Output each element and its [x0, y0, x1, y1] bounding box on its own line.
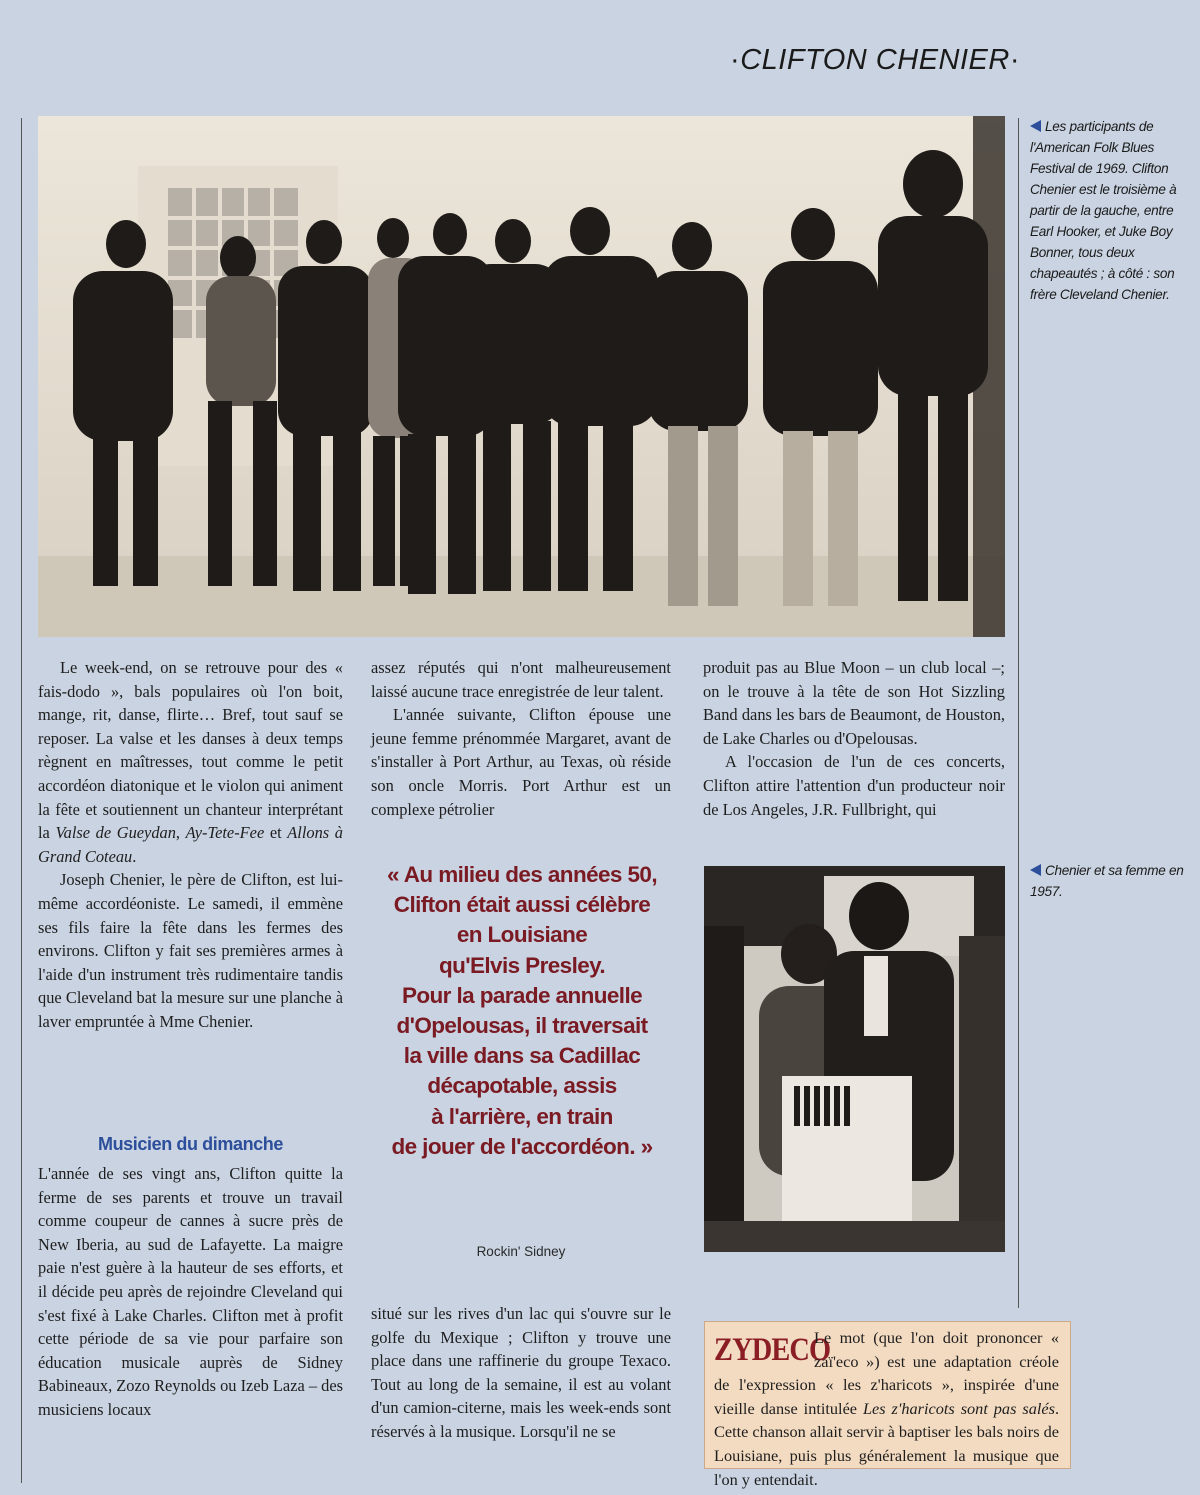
section-subheading: Musicien du dimanche: [97, 1134, 284, 1154]
body-column-2: [371, 656, 671, 821]
festival-group-photo: [38, 116, 1005, 637]
paragraph: L'année suivante, Clifton épouse une jeune femme prénommée Margaret, avant de s'installer à Port Arthur, au Texas, où réside son oncle Morris. Port Arthur est un complexe pétrolier: [371, 705, 671, 819]
quote-line: d'Opelousas, il traversait: [396, 1013, 648, 1039]
column-rule-right: [1018, 118, 1019, 1308]
paragraph: Le mot (que l'on doit prononcer « zaï'eco ») est une adaptation créole de l'expression « les z'haricots », inspirée d'une vieille danse intitulée Les z'haricots sont pas salés. Cette chanson allait servir à baptiser les bals noirs de Louisiane, puis plus généralement la musique que l'on y entendait.: [714, 1328, 1060, 1489]
body-column-2-continued: [371, 1302, 671, 1444]
pointer-left-icon: [1030, 864, 1041, 876]
paragraph: L'année de ses vingt ans, Clifton quitte la ferme de ses parents et trouve un travail comme coupeur de cannes à sucre près de New Iberia, au sud de Lafayette. La maigre paie n'est guère à la hauteur de ses efforts, et il décide peu après de rejoindre Cleveland qui s'est fixé à Lake Charles. Clifton met à profit cette période de sa vie pour parfaire son éducation musicale auprès de Sidney Babineaux, Zozo Reynolds ou Izeb Laza – des musiciens locaux: [38, 1164, 343, 1419]
quote-line: Pour la parade annuelle: [401, 982, 643, 1008]
paragraph: A l'occasion de l'un de ces concerts, Clifton attire l'attention d'un producteur noir de Los Angeles, J.R. Fullbright, qui: [703, 752, 1005, 819]
quote-line: qu'Elvis Presley.: [438, 952, 606, 978]
zydeco-text: [714, 1326, 1059, 1491]
quote-line: en Louisiane: [456, 922, 588, 948]
pointer-left-icon: [1030, 120, 1041, 132]
column-rule-left: [21, 118, 22, 1483]
chenier-wife-photo: [704, 866, 1005, 1252]
body-column-1-continued: [38, 1162, 343, 1422]
paragraph: Joseph Chenier, le père de Clifton, est lui-même accordéoniste. Le samedi, il emmène ses fils faire la fête dans les fermes des environs. Clifton y fait ses premières armes à l'aide d'un instrument très rudimentaire tandis que Cleveland bat la mesure sur une planche à laver empruntée à Mme Chenier.: [38, 870, 343, 1031]
zydeco-title: ZYDECO: [714, 1332, 831, 1368]
paragraph: situé sur les rives d'un lac qui s'ouvre sur le golfe du Mexique ; Clifton y trouve une place dans une raffinerie du groupe Texaco. Tout au long de la semaine, il est au volant d'un camion-citerne, mais les week-ends sont réservés à la musique. Lorsqu'il ne se: [371, 1304, 671, 1441]
quote-line: Clifton était aussi célèbre: [393, 892, 651, 918]
photo-caption-top: Les participants de l'American Folk Blues Festival de 1969. Clifton Chenier est le troisième à partir de la gauche, entre Earl Hooker, et Juke Boy Bonner, tous deux chapeautés ; à côté : son frère Cleveland Chenier.: [1030, 119, 1177, 302]
quote-line: à l'arrière, en train: [431, 1103, 613, 1129]
pull-quote: [363, 860, 681, 1162]
photo-caption-inset: Chenier et sa femme en 1957.: [1030, 863, 1184, 899]
body-column-1: [38, 656, 343, 1034]
title-spacer: [714, 1326, 831, 1370]
paragraph: Le week-end, on se retrouve pour des « fais-dodo », bals populaires où l'on boit, mange, rit, danse, flirte… Bref, tout sauf se reposer. La valse et les danses à deux temps règnent en maîtresses, tout comme le petit accordéon diatonique et le violon qui animent la fête et soutiennent un chanteur interprétant la Valse de Gueydan, Ay-Tete-Fee et Allons à Grand Coteau.: [38, 658, 343, 866]
body-column-3: [703, 656, 1005, 821]
quote-line: décapotable, assis: [427, 1073, 617, 1099]
quote-attribution: Rockin' Sidney: [476, 1244, 566, 1259]
quote-line: « Au milieu des années 50,: [387, 862, 657, 887]
quote-line: de jouer de l'accordéon. »: [391, 1133, 653, 1159]
paragraph: produit pas au Blue Moon – un club local –; on le trouve à la tête de son Hot Sizzling Band dans les bars de Beaumont, de Houston, de Lake Charles ou d'Opelousas.: [703, 658, 1005, 748]
paragraph: assez réputés qui n'ont malheureusement laissé aucune trace enregistrée de leur talent.: [371, 658, 671, 701]
running-header: ·CLIFTON CHENIER·: [730, 44, 1020, 76]
quote-line: la ville dans sa Cadillac: [403, 1043, 641, 1069]
